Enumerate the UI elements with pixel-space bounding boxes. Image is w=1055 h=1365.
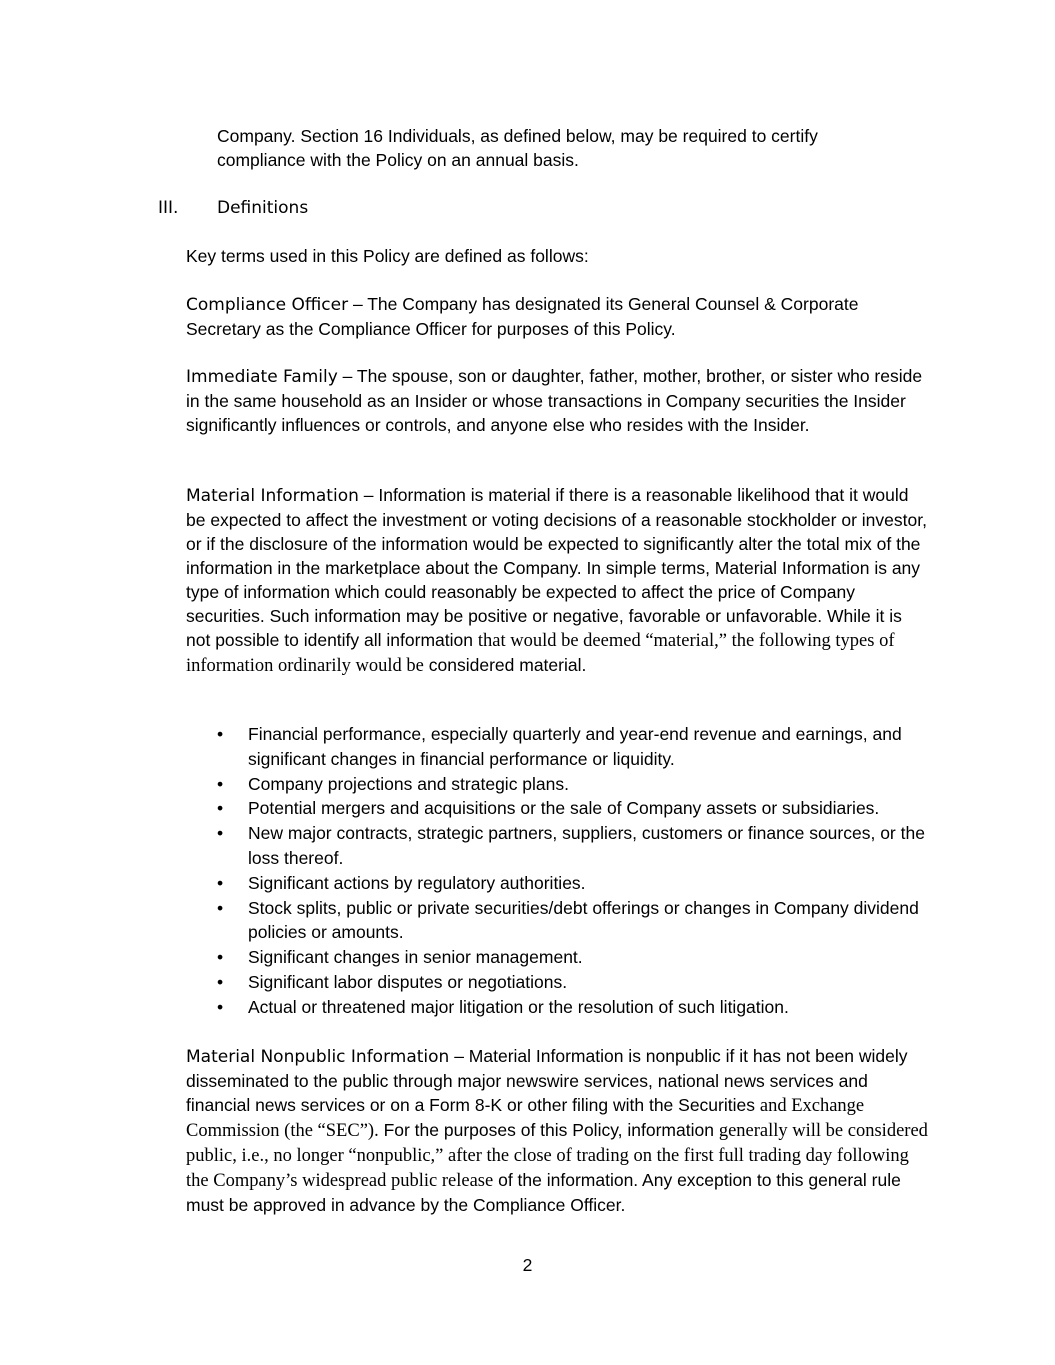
definition-immediate-family — [186, 364, 926, 437]
section-number: III. — [158, 198, 179, 218]
definition-text-serif: that would be deemed “material,” the following types of information ordinarily would be — [186, 631, 895, 676]
definition-dash: – — [348, 294, 368, 314]
list-item: • Potential mergers and acquisitions or the sale of Company assets or subsidiaries. — [217, 796, 927, 821]
definition-text: of the information. Any exception to this general rule must be approved in advance by the Compliance Officer. — [186, 1170, 901, 1215]
definition-text: Information is material if there is a reasonable likelihood that it would be expected to affect the investment or voting decisions of a reasonable stockholder or investor, or if the disclosure of the information would be expected to significantly alter the total mix of the information in the marketplace about the Company. In simple terms, Material Information is any type of information which could reasonably be expected to affect the price of Company securities. Such information may be positive or negative, favorable or unfavorable. While it is not possible to identify all information — [186, 485, 927, 650]
definition-text-serif: generally will be considered public, i.e., no longer “nonpublic,” after the close of trading on the first full trading day following the Company’s widespread public release — [186, 1121, 928, 1191]
definition-text: Material Information is nonpublic if it has not been widely disseminated to the public through major newswire services, national news services and financial news services or on a Form 8-K or other filing with the Securities — [186, 1046, 908, 1115]
definition-term: Compliance Officer — [186, 295, 349, 315]
definition-dash: – — [358, 485, 379, 505]
definition-text: For the purposes of this Policy, information — [378, 1120, 714, 1140]
definition-dash: – — [337, 366, 357, 386]
section-title: Definitions — [217, 198, 309, 218]
definition-term: Immediate Family — [186, 367, 338, 387]
definition-term: Material Information — [186, 486, 359, 506]
definition-dash: – — [449, 1046, 469, 1066]
definition-text: The spouse, son or daughter, father, mother, brother, or sister who reside in the same household as an Insider or whose transactions in Company securities the Insider significantly influences or controls, and anyone else who resides with the Insider. — [186, 366, 923, 435]
list-item: • Significant labor disputes or negotiations. — [217, 970, 927, 995]
page-number: 2 — [522, 1255, 533, 1275]
definition-term: Material Nonpublic Information — [186, 1047, 450, 1067]
material-examples-list — [217, 722, 927, 1020]
definition-text: The Company has designated its General Counsel & Corporate Secretary as the Compliance Officer for purposes of this Policy. — [186, 294, 859, 339]
section-heading — [158, 196, 308, 220]
list-item: • Actual or threatened major litigation or the resolution of such litigation. — [217, 995, 927, 1020]
definition-text: considered material. — [428, 655, 587, 675]
key-terms-intro: Key terms used in this Policy are defined as follows: — [186, 246, 589, 266]
definition-material-information — [186, 483, 931, 678]
list-item: • Financial performance, especially quarterly and year-end revenue and earnings, and significant changes in financial performance or liquidity. — [217, 722, 927, 772]
intro-paragraph: Company. Section 16 Individuals, as defined below, may be required to certify compliance with the Policy on an annual basis. — [217, 126, 818, 170]
list-item: • Significant changes in senior management. — [217, 945, 927, 970]
list-item: • New major contracts, strategic partners, suppliers, customers or finance sources, or the loss thereof. — [217, 821, 927, 871]
definition-material-nonpublic-information — [186, 1044, 931, 1217]
list-item: • Company projections and strategic plans. — [217, 772, 927, 797]
definition-text-serif: and Exchange Commission (the “SEC”). — [186, 1096, 865, 1141]
list-item: • Significant actions by regulatory authorities. — [217, 871, 927, 896]
definition-compliance-officer — [186, 292, 926, 341]
list-item: • Stock splits, public or private securities/debt offerings or changes in Company dividend policies or amounts. — [217, 896, 927, 946]
